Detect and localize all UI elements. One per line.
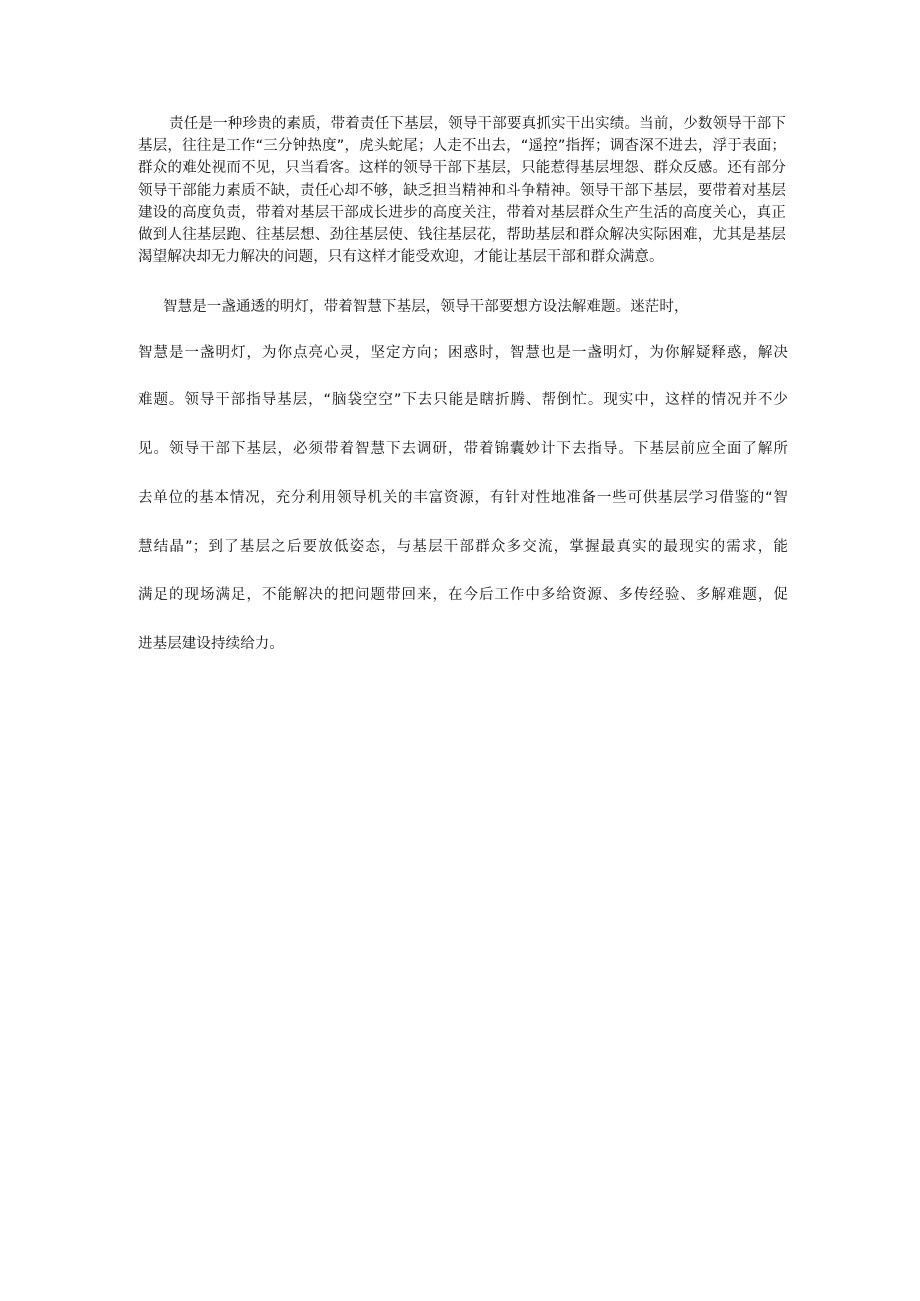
paragraph-line: 慧结晶”；到了基层之后要放低姿态，与基层干部群众多交流，掌握最真实的最现实的需求，能 <box>138 539 788 555</box>
paragraph-responsibility: 责任是一种珍贵的素质，带着责任下基层，领导干部要真抓实干出实绩。当前，少数领导干部下基层，往往是工作“三分钟热度”，虎头蛇尾；人走不出去，“遥控”指挥；调杳深不进去，浮于表面；群众的难处视而不见，只当看客。这样的领导干部下基层，只能惹得基层埋怨、群众反感。还有部分领导干部能力素质不缺，责任心却不够，缺乏担当精神和斗争精神。领导干部下基层，要带着对基层建设的高度负责，带着对基层干部成长进步的高度关注，带着对基层群众生产生活的高度关心，真正做到人往基层跑、往基层想、劲往基层使、钱往基层花，帮助基层和群众解决实际困难，尤其是基层渴望解决却无力解决的问题，只有这样才能受欢迎，才能让基层干部和群众满意。 <box>138 116 786 266</box>
paragraph-line: 去单位的基本情况，充分利用领导机关的丰富资源，有针对性地准备一些可供基层学习借鉴的“智 <box>138 490 788 506</box>
paragraph-line: 见。领导干部下基层，必须带着智慧下去调研，带着锦囊妙计下去指导。下基层前应全面了解所 <box>138 441 788 457</box>
paragraph-line: 满足的现场满足，不能解决的把问题带回来，在今后工作中多给资源、多传经验、多解难题，促 <box>138 587 788 603</box>
paragraph-line: 难题。领导干部指导基层，“脑袋空空”下去只能是瞎折腾、帮倒忙。现实中，这样的情况并不少 <box>138 392 788 408</box>
paragraph-line: 智慧是一盏明灯，为你点亮心灵，坚定方向；困惑时，智慧也是一盏明灯，为你解疑释惑，解决 <box>138 345 788 361</box>
paragraph-line: 进基层建设持续给力。 <box>138 636 284 652</box>
paragraph-line: 智慧是一盏通透的明灯，带着智慧下基层，领导干部要想方设法解难题。迷茫时， <box>163 299 689 315</box>
